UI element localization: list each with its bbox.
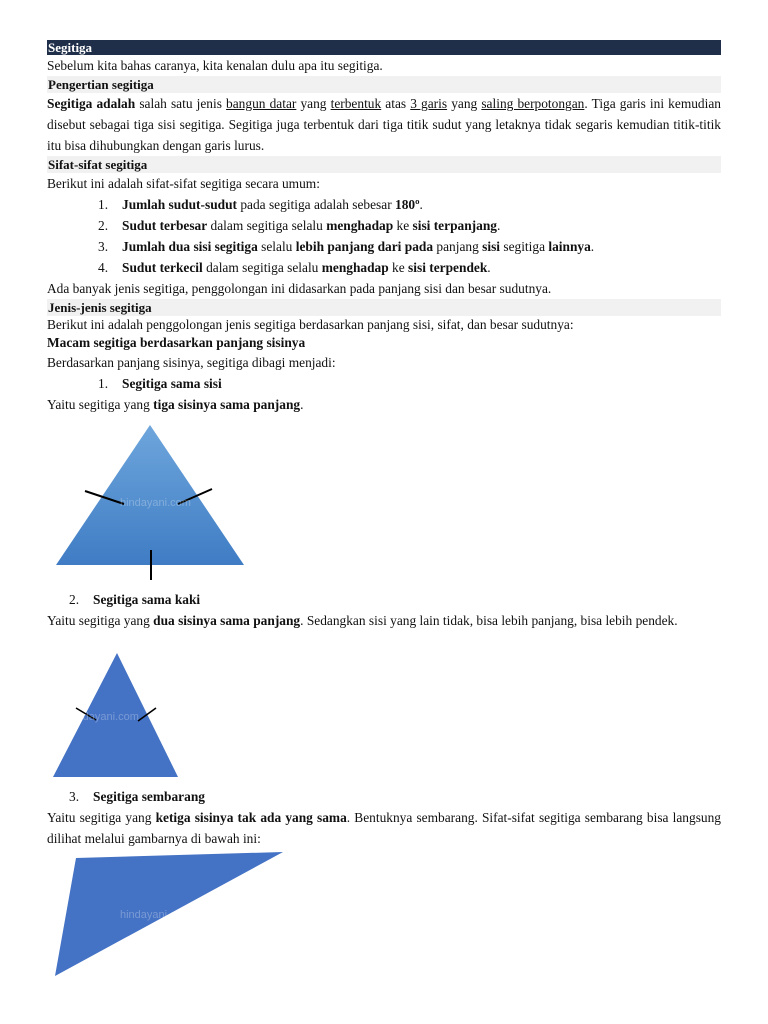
definition-term: Segitiga adalah — [47, 96, 136, 111]
watermark: hindayani.com — [120, 909, 191, 921]
jenis-subheading: Macam segitiga berdasarkan panjang sisinya — [47, 335, 306, 350]
type-list-1 — [47, 373, 721, 394]
section-heading-pengertian: Pengertian segitiga — [47, 76, 721, 93]
list-item: 4. Sudut terkecil dalam segitiga selalu menghadap ke sisi terpendek. — [98, 260, 491, 275]
type-desc-2: Yaitu segitiga yang dua sisinya sama panjang. Sedangkan sisi yang lain tidak, bisa lebih panjang, bisa lebih pendek. — [47, 613, 678, 628]
sifat-list — [47, 194, 721, 278]
isosceles-triangle-figure — [50, 650, 185, 780]
list-item: 2. Sudut terbesar dalam segitiga selalu menghadap ke sisi terpanjang. — [98, 218, 501, 233]
section-heading-sifat: Sifat-sifat segitiga — [47, 156, 721, 173]
jenis-lead2: Berdasarkan panjang sisinya, segitiga dibagi menjadi: — [47, 355, 336, 370]
list-item: 1. Segitiga sama sisi — [98, 376, 222, 391]
type-desc-3: Yaitu segitiga yang ketiga sisinya tak ada yang sama. Bentuknya sembarang. Sifat-sifat segitiga sembarang bisa langsung dilihat melalui gambarnya di bawah ini: — [47, 810, 721, 846]
definition-paragraph: Segitiga adalah salah satu jenis bangun datar yang terbentuk atas 3 garis yang saling berpotongan. Tiga garis ini kemudian disebut sebagai tiga sisi segitiga. Segitiga juga terbentuk dari tiga titik sudut yang letaknya tidak segaris kemudian titik-titik itu bisa dihubungkan dengan garis lurus. — [47, 96, 721, 153]
equilateral-triangle — [56, 425, 244, 565]
jenis-lead: Berikut ini adalah penggolongan jenis segitiga berdasarkan panjang sisi, sifat, dan besar sudutnya: — [47, 317, 574, 332]
link-saling-berpotongan[interactable]: saling berpotongan — [481, 96, 585, 111]
link-bangun-datar[interactable]: bangun datar — [226, 96, 297, 111]
document-page — [47, 40, 721, 415]
section-type-2 — [47, 589, 721, 631]
section-type-3 — [47, 786, 721, 849]
type-heading-2: 2. Segitiga sama kaki — [69, 592, 201, 607]
intro-text: Sebelum kita bahas caranya, kita kenalan dulu apa itu segitiga. — [47, 58, 383, 73]
type-desc-1: Yaitu segitiga yang tiga sisinya sama panjang. — [47, 397, 304, 412]
link-3-garis[interactable]: 3 garis — [410, 96, 448, 111]
section-heading-jenis: Jenis-jenis segitiga — [47, 299, 721, 316]
scalene-triangle-figure — [50, 848, 290, 980]
equilateral-triangle-figure — [50, 420, 250, 585]
link-terbentuk[interactable]: terbentuk — [330, 96, 382, 111]
type-heading-3: 3. Segitiga sembarang — [69, 789, 205, 804]
document-title: Segitiga — [47, 40, 721, 55]
watermark: hindayani.com — [120, 497, 191, 509]
watermark: hindayani.com — [68, 711, 139, 723]
sifat-lead: Berikut ini adalah sifat-sifat segitiga secara umum: — [47, 176, 320, 191]
sifat-closing: Ada banyak jenis segitiga, penggolongan ini didasarkan pada panjang sisi dan besar sudutnya. — [47, 281, 552, 296]
list-item: 3. Jumlah dua sisi segitiga selalu lebih panjang dari pada panjang sisi segitiga lainnya. — [98, 239, 595, 254]
list-item: 1. Jumlah sudut-sudut pada segitiga adalah sebesar 180º. — [98, 197, 423, 212]
